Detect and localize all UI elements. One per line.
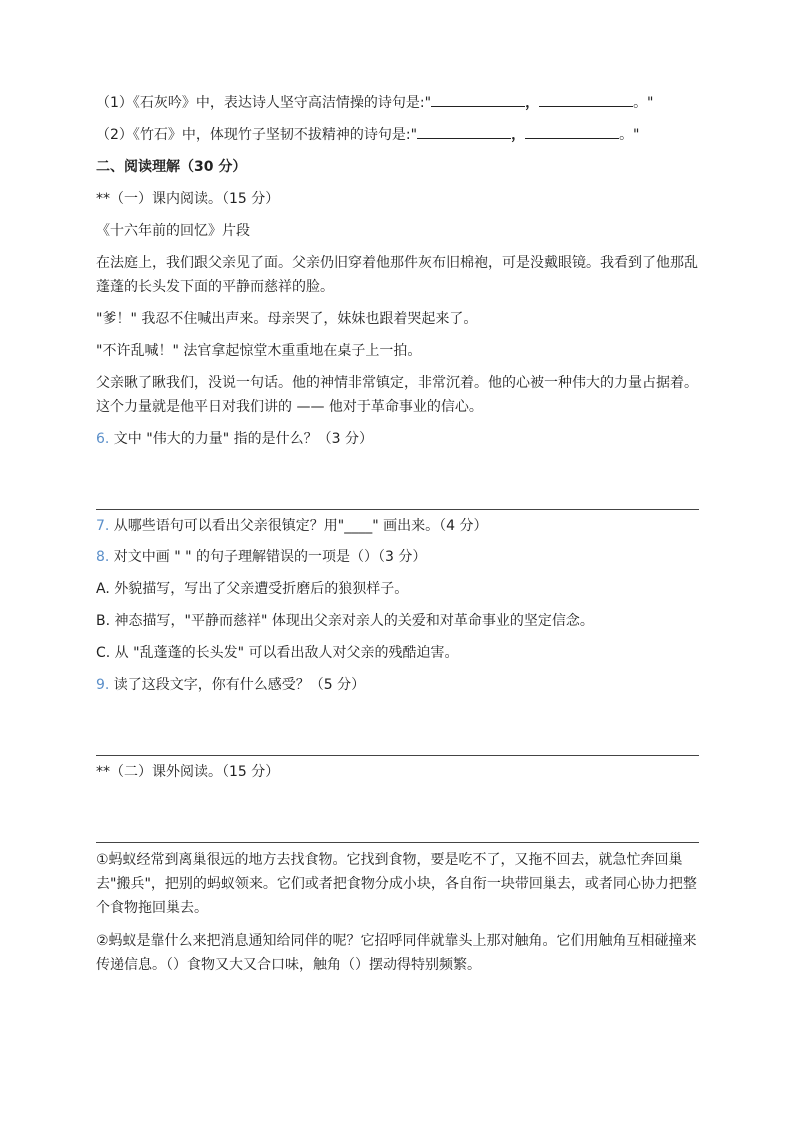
q1-prefix: （1）《石灰吟》中，表达诗人坚守高洁情操的诗句是:"	[96, 95, 432, 111]
question-7	[96, 515, 698, 537]
passage-paragraph: 父亲瞅了瞅我们，没说一句话。他的神情非常镇定，非常沉着。他的心被一种伟大的力量占据着。这个力量就是他平日对我们讲的 —— 他对于革命事业的信心。	[96, 375, 698, 415]
answer-blank[interactable]	[525, 124, 619, 139]
answer-line[interactable]	[96, 755, 699, 756]
section-heading: 二、阅读理解（30 分）	[96, 159, 247, 175]
question-6	[96, 428, 698, 450]
question-9	[96, 674, 698, 696]
q1-sep: ，	[525, 95, 540, 111]
part1-heading: **（一）课内阅读。（15 分）	[96, 191, 280, 207]
fill-blank-q1	[96, 92, 698, 114]
answer-blank[interactable]	[539, 92, 633, 107]
option-c[interactable]: C. 从 "乱蓬蓬的长头发" 可以看出敌人对父亲的残酷迫害。	[96, 645, 459, 661]
question-text: 对文中画 " " 的句子理解错误的一项是（）（3 分）	[109, 549, 427, 565]
part2-heading: **（二）课外阅读。（15 分）	[96, 764, 280, 780]
question-text: 读了这段文字，你有什么感受？（5 分）	[109, 677, 366, 693]
question-number: 8.	[96, 549, 110, 565]
question-8	[96, 546, 698, 568]
passage-paragraph: ②蚂蚁是靠什么来把消息通知给同伴的呢？它招呼同伴就靠头上那对触角。它们用触角互相碰撞来传递信息。（）食物又大又合口味，触角（）摆动得特别频繁。	[96, 933, 697, 973]
fill-blank-q2	[96, 124, 698, 146]
answer-blank[interactable]	[417, 124, 511, 139]
q2-prefix: （2）《竹石》中，体现竹子坚韧不拔精神的诗句是:"	[96, 127, 418, 143]
answer-blank[interactable]	[431, 92, 525, 107]
question-text: 文中 "伟大的力量" 指的是什么？（3 分）	[109, 431, 373, 447]
answer-line[interactable]	[96, 509, 699, 510]
q2-suffix: 。"	[619, 127, 640, 143]
answer-line[interactable]	[96, 842, 699, 843]
option-a[interactable]: A. 外貌描写，写出了父亲遭受折磨后的狼狈样子。	[96, 581, 409, 597]
option-b[interactable]: B. 神态描写，"平静而慈祥" 体现出父亲对亲人的关爱和对革命事业的坚定信念。	[96, 613, 594, 629]
passage-title: 《十六年前的回忆》片段	[96, 223, 250, 239]
passage-paragraph: ①蚂蚁经常到离巢很远的地方去找食物。它找到食物，要是吃不了，又拖不回去，就急忙奔回巢去"搬兵"，把别的蚂蚁领来。它们或者把食物分成小块，各自衔一块带回巢去，或者同心协力把整个食物拖回巢去。	[96, 852, 697, 916]
question-text: 从哪些语句可以看出父亲很镇定？用"____" 画出来。（4 分）	[109, 518, 488, 534]
question-number: 6.	[96, 431, 110, 447]
question-number: 7.	[96, 518, 110, 534]
passage-paragraph: 在法庭上，我们跟父亲见了面。父亲仍旧穿着他那件灰布旧棉袍，可是没戴眼镜。我看到了他那乱蓬蓬的长头发下面的平静而慈祥的脸。	[96, 255, 698, 295]
passage-paragraph: "不许乱喊！" 法官拿起惊堂木重重地在桌子上一拍。	[96, 343, 422, 359]
question-number: 9.	[96, 677, 110, 693]
q2-sep: ，	[511, 127, 526, 143]
q1-suffix: 。"	[633, 95, 654, 111]
passage-paragraph: "爹！" 我忍不住喊出声来。母亲哭了，妹妹也跟着哭起来了。	[96, 311, 478, 327]
